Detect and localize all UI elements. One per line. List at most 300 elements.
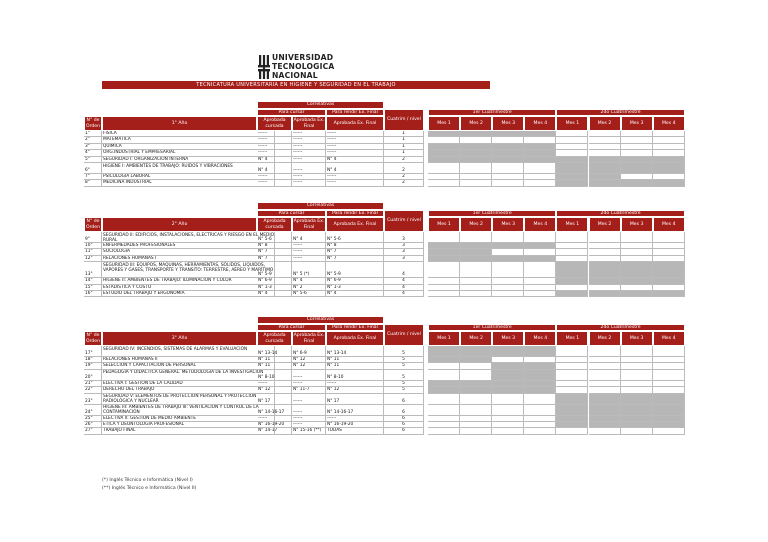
month-cell	[621, 405, 653, 416]
ex-final-cell: N° 12	[292, 363, 326, 369]
month-header-4: Mes 4	[524, 217, 556, 232]
ex-final-cell: ------	[292, 416, 326, 422]
month-cell	[492, 291, 524, 297]
month-cell	[524, 232, 556, 243]
order-cell: 23°	[84, 394, 102, 405]
cursada-cell: ------	[257, 150, 292, 156]
rendir-cell: N° 13-14	[326, 346, 384, 357]
nivel-cell: 4	[384, 278, 424, 284]
correlativas-header: Correlativas	[257, 101, 384, 109]
ex-final-cell: ------	[292, 144, 326, 150]
table-row	[84, 180, 685, 186]
month-cell	[556, 163, 588, 174]
table-row	[84, 370, 685, 381]
month-cell	[524, 394, 556, 405]
month-cell	[460, 394, 492, 405]
month-cell	[589, 232, 621, 243]
nro-orden-header: N° de Orden	[84, 331, 102, 346]
rendir-cell: N° 5-6	[326, 232, 384, 243]
ex-final-cell: ------	[292, 256, 326, 262]
subject-cell: ENFERMEDADES PROFESIONALES	[102, 243, 275, 249]
month-cell	[492, 180, 524, 186]
month-cell	[653, 405, 685, 416]
aprobada-ex-final-rendir-header: Aprobada Ex. Final	[326, 116, 384, 131]
cursada-cell: ------	[257, 174, 292, 180]
month-cell	[653, 180, 685, 186]
month-cell	[460, 405, 492, 416]
month-cell	[492, 163, 524, 174]
footnote-2: (**) Inglés Técnico e Informática (Nivel II)	[102, 486, 197, 491]
subject-cell: ELECTIVA I: GESTIÓN DE LA CALIDAD	[102, 381, 275, 387]
month-cell	[653, 291, 685, 297]
month-header-8: Mes 4	[653, 331, 685, 346]
ex-final-cell: N° 12	[292, 357, 326, 363]
rendir-cell: N° 11	[326, 357, 384, 363]
month-cell	[621, 262, 653, 278]
month-cell	[621, 291, 653, 297]
ex-final-cell: ------	[292, 370, 326, 381]
aprobada-ex-final-header: Aprobada Ex. Final	[292, 217, 326, 232]
cursada-cell: N° 4	[257, 163, 292, 174]
career-title-banner: TECNICATURA UNIVERSITARIA EN HIGIENE Y SEGURIDAD EN EL TRABAJO	[102, 81, 490, 89]
cursada-cell: N° 8-10	[257, 370, 292, 381]
rendir-cell: N° 17	[326, 394, 384, 405]
cursada-cell: N° 6-9	[257, 278, 292, 284]
subject-cell: SOCIOLOGIA	[102, 249, 275, 255]
month-cell	[621, 346, 653, 357]
month-header-3: Mes 3	[492, 331, 524, 346]
month-header-7: Mes 3	[621, 331, 653, 346]
rendir-cell: ------	[326, 174, 384, 180]
month-cell	[428, 163, 460, 174]
cursada-cell: N° 8	[257, 243, 292, 249]
month-cell	[428, 394, 460, 405]
month-header-5: Mes 1	[556, 217, 588, 232]
table-row	[84, 346, 685, 357]
order-cell: 7°	[84, 174, 102, 180]
subject-cell: RELACIONES HUMANAS II	[102, 357, 275, 363]
month-cell	[653, 163, 685, 174]
month-cell	[492, 262, 524, 278]
cursada-cell: N° 7	[257, 249, 292, 255]
rendir-cell: ------	[326, 416, 384, 422]
nivel-cell: 1	[384, 131, 424, 137]
month-cell	[524, 163, 556, 174]
rendir-cell: N° 8-10	[326, 370, 384, 381]
month-cell	[653, 394, 685, 405]
subject-cell: SELECCIÓN Y CAPACITACIÓN DE PERSONAL	[102, 363, 275, 369]
ex-final-cell: ------	[292, 405, 326, 416]
subject-cell: ESTUDIO DEL TRABAJO Y ERGONOMIA	[102, 291, 275, 297]
nro-orden-header: N° de Orden	[84, 217, 102, 232]
subject-cell: PSICOLOGIA LABORAL	[102, 174, 275, 180]
month-header-1: Mes 1	[428, 217, 460, 232]
nivel-cell: 1	[384, 137, 424, 143]
month-cell	[524, 346, 556, 357]
order-cell: 12°	[84, 256, 102, 262]
rendir-cell: N° 5-9	[326, 262, 384, 278]
cursada-cell: N° 4	[257, 157, 292, 163]
order-cell: 21°	[84, 381, 102, 387]
nivel-cell: 2	[384, 163, 424, 174]
order-cell: 15°	[84, 285, 102, 291]
cursada-cell: N° 5-6	[257, 232, 292, 243]
order-cell: 22°	[84, 387, 102, 393]
month-cell	[460, 262, 492, 278]
month-header-2: Mes 2	[460, 116, 492, 131]
table-row	[84, 262, 685, 278]
month-cell	[428, 291, 460, 297]
cursada-cell: N° 13-14	[257, 346, 292, 357]
cursada-cell: N° 7	[257, 256, 292, 262]
month-cell	[621, 180, 653, 186]
month-cell	[524, 262, 556, 278]
cursada-cell: ------	[257, 416, 292, 422]
order-cell: 3°	[84, 144, 102, 150]
nivel-cell: 5	[384, 357, 424, 363]
nivel-cell: 6	[384, 394, 424, 405]
nivel-cell: 2	[384, 174, 424, 180]
order-cell: 24°	[84, 405, 102, 416]
year-header: 2° Año	[102, 217, 257, 232]
cuatri2-header: 2do Cuatrimestre	[556, 324, 684, 331]
nivel-cell: 2	[384, 180, 424, 186]
logo-line-2: TECNOLOGICA	[272, 62, 335, 71]
month-header-5: Mes 1	[556, 116, 588, 131]
month-cell	[556, 370, 588, 381]
order-cell: 10°	[84, 243, 102, 249]
month-header-1: Mes 1	[428, 116, 460, 131]
cuatrim-nivel-header: Cuatrim / nivel	[384, 109, 424, 131]
cursada-cell: N° 11	[257, 363, 292, 369]
aprobada-cursada-header: Aprobada cursada	[257, 217, 292, 232]
subject-cell: MEDICINA INDUSTRIAL	[102, 180, 275, 186]
rendir-cell: N° 6-9	[326, 278, 384, 284]
subject-cell: RELACIONES HUMANAS I	[102, 256, 275, 262]
month-header-2: Mes 2	[460, 331, 492, 346]
nivel-cell: 6	[384, 416, 424, 422]
month-cell	[589, 180, 621, 186]
month-cell	[589, 163, 621, 174]
month-header-4: Mes 4	[524, 116, 556, 131]
cuatri2-header: 2do Cuatrimestre	[556, 109, 684, 116]
ex-final-cell: N° 5 (*)	[292, 262, 326, 278]
month-header-1: Mes 1	[428, 331, 460, 346]
month-cell	[621, 232, 653, 243]
subject-cell: PEDAGOGÍA Y DIDÁCTICA GENERAL. METODOLOGÍA DE LA INVESTIGACIÓN	[102, 370, 275, 381]
month-cell	[428, 262, 460, 278]
rendir-cell: N° 12	[326, 387, 384, 393]
ex-final-cell: ------	[292, 180, 326, 186]
month-cell	[460, 370, 492, 381]
table-row	[84, 163, 685, 174]
month-cell	[428, 370, 460, 381]
cursada-cell: N° 14-17	[257, 428, 292, 434]
month-header-2: Mes 2	[460, 217, 492, 232]
month-cell	[524, 405, 556, 416]
subject-cell: ORG.INDUSTRIAL Y EMPRESARIAL	[102, 150, 275, 156]
aprobada-ex-final-header: Aprobada Ex. Final	[292, 331, 326, 346]
nivel-cell: 4	[384, 262, 424, 278]
subject-cell: SEGURIDAD I: ORGANIZACIÓN INTERNA	[102, 157, 275, 163]
cursada-cell: N° 16-19-20	[257, 422, 292, 428]
month-cell	[653, 370, 685, 381]
month-cell	[556, 394, 588, 405]
rendir-cell: N° 11	[326, 363, 384, 369]
month-cell	[589, 291, 621, 297]
para-rendir-header: Para rendir Ex. Final	[326, 210, 384, 217]
month-cell	[621, 370, 653, 381]
order-cell: 2°	[84, 137, 102, 143]
month-header-8: Mes 4	[653, 116, 685, 131]
subject-cell: ELECTIVA II: GESTIÓN DE MEDIO AMBIENTE	[102, 416, 275, 422]
rendir-cell: ------	[326, 144, 384, 150]
correlativas-header: Correlativas	[257, 316, 384, 324]
order-cell: 8°	[84, 180, 102, 186]
month-cell	[492, 428, 524, 434]
rendir-cell: N° 1-3	[326, 285, 384, 291]
month-cell	[428, 405, 460, 416]
order-cell: 13°	[84, 262, 102, 278]
ex-final-cell: N° 6-9	[292, 346, 326, 357]
ex-final-cell: ------	[292, 381, 326, 387]
order-cell: 19°	[84, 363, 102, 369]
rendir-cell: N° 14-16-17	[326, 405, 384, 416]
logo-text	[272, 53, 334, 80]
month-cell	[653, 262, 685, 278]
nivel-cell: 5	[384, 346, 424, 357]
cursada-cell: ------	[257, 381, 292, 387]
cursada-cell: ------	[257, 180, 292, 186]
subject-cell: FISICA	[102, 131, 275, 137]
subject-cell: ESTADISTICA Y COSTO	[102, 285, 275, 291]
month-cell	[589, 394, 621, 405]
nivel-cell: 3	[384, 243, 424, 249]
order-cell: 18°	[84, 357, 102, 363]
month-cell	[460, 232, 492, 243]
month-cell	[428, 180, 460, 186]
cursada-cell: N° 1-3	[257, 285, 292, 291]
ex-final-cell: N° 15-16 (**)	[292, 428, 326, 434]
order-cell: 9°	[84, 232, 102, 243]
month-cell	[653, 428, 685, 434]
month-cell	[621, 428, 653, 434]
order-cell: 11°	[84, 249, 102, 255]
month-cell	[492, 405, 524, 416]
cuatri1-header: 1er Cuatrimestre	[428, 109, 556, 116]
month-cell	[589, 262, 621, 278]
month-cell	[524, 428, 556, 434]
month-header-4: Mes 4	[524, 331, 556, 346]
rendir-cell: ------	[326, 137, 384, 143]
month-cell	[589, 346, 621, 357]
order-cell: 6°	[84, 163, 102, 174]
logo-line-1: UNIVERSIDAD	[272, 53, 334, 62]
order-cell: 5°	[84, 157, 102, 163]
month-cell	[556, 232, 588, 243]
month-cell	[428, 346, 460, 357]
nivel-cell: 3	[384, 232, 424, 243]
cursada-cell: N° 11	[257, 357, 292, 363]
table-row	[84, 232, 685, 243]
rendir-cell: ------	[326, 131, 384, 137]
ex-final-cell: N° 5-6	[292, 291, 326, 297]
order-cell: 16°	[84, 291, 102, 297]
rendir-cell: N° 16-19-20	[326, 422, 384, 428]
nivel-cell: 4	[384, 285, 424, 291]
cuatrim-nivel-header: Cuatrim / nivel	[384, 210, 424, 232]
month-cell	[524, 180, 556, 186]
cursada-cell: ------	[257, 131, 292, 137]
subject-cell: SEGURIDAD III: EQUIPOS, MAQUINAS, HERRAMIENTAS, SÓLIDOS, LIQUIDOS, VAPORES Y GASES, TRANSPORTE Y TRANSITO: TERRESTRE, AÉREO Y MARÍTIMO	[102, 262, 275, 278]
year-header: 1° Año	[102, 116, 257, 131]
rendir-cell: N° 7	[326, 249, 384, 255]
month-cell	[589, 370, 621, 381]
cursada-cell: N° 14-16-17	[257, 405, 292, 416]
nro-orden-header: N° de Orden	[84, 116, 102, 131]
month-header-5: Mes 1	[556, 331, 588, 346]
cuatri1-header: 1er Cuatrimestre	[428, 324, 556, 331]
rendir-cell: TODAS	[326, 428, 384, 434]
subject-cell: HIGIENE II: AMBIENTES DE TRABAJO: ILUMINACIÓN Y COLOR	[102, 278, 275, 284]
month-cell	[428, 428, 460, 434]
month-header-3: Mes 3	[492, 217, 524, 232]
month-cell	[556, 291, 588, 297]
nivel-cell: 6	[384, 422, 424, 428]
ex-final-cell: ------	[292, 137, 326, 143]
nivel-cell: 1	[384, 150, 424, 156]
month-cell	[589, 405, 621, 416]
cursada-cell: ------	[257, 137, 292, 143]
month-header-6: Mes 2	[589, 217, 621, 232]
cursada-cell: ------	[257, 144, 292, 150]
month-cell	[460, 180, 492, 186]
utn-logo-icon	[258, 55, 270, 79]
para-rendir-header: Para rendir Ex. Final	[326, 324, 384, 331]
aprobada-ex-final-header: Aprobada Ex. Final	[292, 116, 326, 131]
month-header-7: Mes 3	[621, 116, 653, 131]
table-row	[84, 291, 685, 297]
rendir-cell: ------	[326, 150, 384, 156]
subject-cell: HIGIENE III: AMBIENTES DE TRABAJO III: VENTILACIÓN Y CONTROL DE LA CONTAMINACIÓN	[102, 405, 275, 416]
month-cell	[492, 346, 524, 357]
para-cursar-header: Para cursar	[257, 324, 326, 331]
month-cell	[492, 370, 524, 381]
cursada-cell: N° 17	[257, 394, 292, 405]
ex-final-cell: ------	[292, 163, 326, 174]
ex-final-cell: ------	[292, 150, 326, 156]
subject-cell: SEGURIDAD IV: INCENDIOS, SISTEMAS DE ALARMAS Y EVALUACIÓN	[102, 346, 275, 357]
ex-final-cell: N° 11-7	[292, 387, 326, 393]
order-cell: 14°	[84, 278, 102, 284]
ex-final-cell: ------	[292, 157, 326, 163]
nivel-cell: 6	[384, 405, 424, 416]
rendir-cell: ------	[326, 381, 384, 387]
footnote-1: (*) Inglés Técnico e Informática (Nivel I)	[102, 478, 193, 483]
subject-cell: SEGURIDAD V: ELEMENTOS DE PROTECCIÓN PERSONAL Y PROTECCIÓN RADIOLÓGICA Y NUCLEAR	[102, 394, 275, 405]
month-cell	[653, 346, 685, 357]
rendir-cell: N° 4	[326, 291, 384, 297]
rendir-cell: N° 8	[326, 243, 384, 249]
para-cursar-header: Para cursar	[257, 109, 326, 116]
month-cell	[492, 394, 524, 405]
table-row	[84, 394, 685, 405]
month-header-7: Mes 3	[621, 217, 653, 232]
ex-final-cell: N° 2	[292, 285, 326, 291]
ex-final-cell: ------	[292, 131, 326, 137]
footnotes	[102, 477, 196, 493]
month-cell	[556, 262, 588, 278]
month-cell	[556, 346, 588, 357]
ex-final-cell: ------	[292, 422, 326, 428]
month-cell	[460, 428, 492, 434]
ex-final-cell: ------	[292, 394, 326, 405]
nivel-cell: 6	[384, 428, 424, 434]
order-cell: 4°	[84, 150, 102, 156]
month-cell	[524, 291, 556, 297]
ex-final-cell: N° 4	[292, 278, 326, 284]
month-cell	[589, 428, 621, 434]
correlativas-header: Correlativas	[257, 202, 384, 210]
para-rendir-header: Para rendir Ex. Final	[326, 109, 384, 116]
subject-cell: MATEMATICA	[102, 137, 275, 143]
month-cell	[524, 370, 556, 381]
table-row	[84, 405, 685, 416]
ex-final-cell: ------	[292, 243, 326, 249]
aprobada-cursada-header: Aprobada cursada	[257, 116, 292, 131]
order-cell: 1°	[84, 131, 102, 137]
cursada-cell: N° 5-9	[257, 262, 292, 278]
cuatri2-header: 2do Cuatrimestre	[556, 210, 684, 217]
month-cell	[428, 232, 460, 243]
cuatrim-nivel-header: Cuatrim / nivel	[384, 324, 424, 346]
month-cell	[653, 232, 685, 243]
nivel-cell: 5	[384, 381, 424, 387]
nivel-cell: 5	[384, 363, 424, 369]
nivel-cell: 2	[384, 157, 424, 163]
rendir-cell: ------	[326, 180, 384, 186]
para-cursar-header: Para cursar	[257, 210, 326, 217]
month-header-3: Mes 3	[492, 116, 524, 131]
order-cell: 25°	[84, 416, 102, 422]
order-cell: 20°	[84, 370, 102, 381]
rendir-cell: N° 4	[326, 163, 384, 174]
order-cell: 17°	[84, 346, 102, 357]
month-header-6: Mes 2	[589, 331, 621, 346]
month-cell	[621, 163, 653, 174]
nivel-cell: 1	[384, 144, 424, 150]
subject-cell: ÉTICA Y DEONTOLOGÍA PROFESIONAL	[102, 422, 275, 428]
nivel-cell: 5	[384, 370, 424, 381]
aprobada-cursada-header: Aprobada cursada	[257, 331, 292, 346]
order-cell: 27°	[84, 428, 102, 434]
nivel-cell: 5	[384, 387, 424, 393]
cuatri1-header: 1er Cuatrimestre	[428, 210, 556, 217]
month-header-8: Mes 4	[653, 217, 685, 232]
ex-final-cell: ------	[292, 174, 326, 180]
nivel-cell: 4	[384, 291, 424, 297]
logo-line-3: NACIONAL	[272, 71, 318, 80]
month-cell	[460, 163, 492, 174]
cursada-cell: N° 4	[257, 291, 292, 297]
month-cell	[460, 346, 492, 357]
month-header-6: Mes 2	[589, 116, 621, 131]
subject-cell: SEGURIDAD II: EDIFICIOS, INSTALACIONES, ELECTRICAS Y RIESGO EN EL MEDIO RURAL	[103, 232, 274, 243]
rendir-cell: N° 7	[326, 256, 384, 262]
month-cell	[492, 232, 524, 243]
year-header: 3° Año	[102, 331, 257, 346]
month-cell	[556, 180, 588, 186]
